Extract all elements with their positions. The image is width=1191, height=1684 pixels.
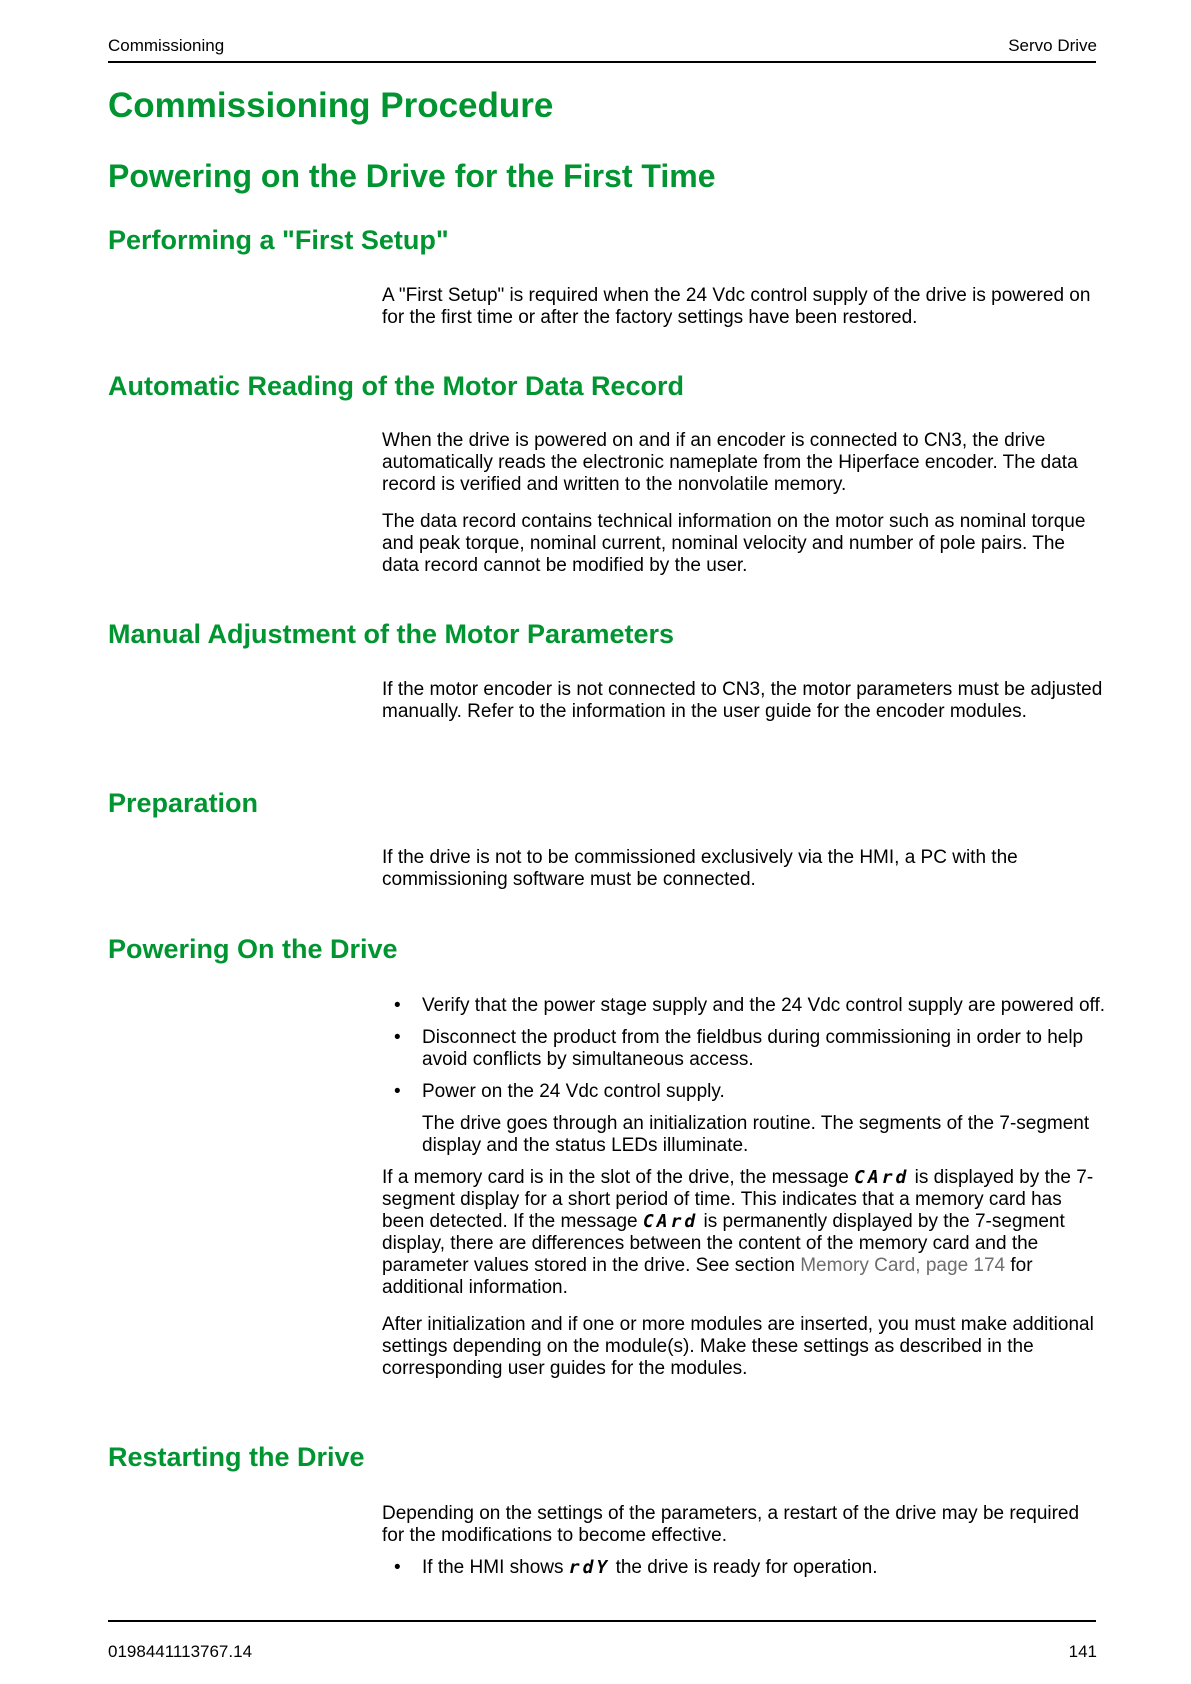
first-setup-text: A "First Setup" is required when the 24 Vdc control supply of the drive is powered on for the first time or after the factory settings have been restored. [382, 285, 1091, 328]
page-title: Commissioning Procedure [108, 86, 554, 125]
preparation-body [382, 847, 1106, 906]
manual-heading: Manual Adjustment of the Motor Parameters [108, 619, 675, 649]
bullet-icon: • [394, 1081, 401, 1102]
auto-read-body [382, 430, 1106, 592]
restart-body [382, 1503, 1106, 1589]
seven-segment-rdy: rdY [568, 1557, 611, 1578]
preparation-heading: Preparation [108, 788, 259, 818]
seven-segment-card: CArd [854, 1167, 910, 1188]
manual-text: If the motor encoder is not connected to CN3, the motor parameters must be adjusted manually. Refer to the information in the user guide for the encoder modules. [382, 679, 1103, 722]
list-item: • Power on the 24 Vdc control supply. [394, 1081, 725, 1102]
list-item: • Verify that the power stage supply and the 24 Vdc control supply are powered off. [394, 995, 1106, 1016]
header-left: Commissioning [108, 36, 225, 55]
bullet-icon: • [394, 1557, 401, 1578]
memory-card-link[interactable]: Memory Card, page 174 [800, 1255, 1006, 1276]
preparation-text: If the drive is not to be commissioned exclusively via the HMI, a PC with the commissioning software must be connected. [382, 847, 1018, 890]
list-item: • If the HMI shows rdY the drive is ready for operation. [394, 1557, 878, 1578]
init-routine-text: The drive goes through an initialization routine. The segments of the 7-segment display and the status LEDs illuminate. [422, 1113, 1090, 1156]
bullet-icon: • [394, 1027, 401, 1048]
restart-heading: Restarting the Drive [108, 1442, 365, 1472]
seven-segment-card: CArd [642, 1211, 699, 1232]
bullet-icon: • [394, 995, 401, 1016]
auto-read-heading: Automatic Reading of the Motor Data Record [108, 371, 685, 401]
powering-on-heading: Powering On the Drive [108, 934, 398, 964]
auto-read-p1: When the drive is powered on and if an encoder is connected to CN3, the drive automatically reads the electronic nameplate from the Hiperface encoder. The data record is verified and written to the nonvolatile memory. [382, 430, 1078, 495]
restart-text: Depending on the settings of the parameters, a restart of the drive may be required for the modifications to become effective. [382, 1503, 1080, 1546]
section-heading: Powering on the Drive for the First Time [108, 158, 716, 194]
document-number: 0198441113767.14 [108, 1642, 253, 1661]
header-rule [108, 61, 1096, 63]
page-number: 141 [1068, 1642, 1097, 1661]
footer-rule [108, 1620, 1096, 1622]
auto-read-p2: The data record contains technical information on the motor such as nominal torque and peak torque, nominal current, nominal velocity and number of pole pairs. The data record cannot be modified by the user. [382, 511, 1086, 576]
list-item: • Disconnect the product from the fieldbus during commissioning in order to help avoid conflicts by simultaneous access. [394, 1027, 1084, 1070]
manual-body [382, 679, 1106, 738]
first-setup-body [382, 285, 1106, 344]
first-setup-heading: Performing a "First Setup" [108, 225, 449, 255]
memory-card-paragraph: If a memory card is in the slot of the drive, the message CArd is displayed by the 7-segment display for a short period of time. This indicates that a memory card has been detected. If the message CArd is permanently displayed by the 7-segment display, there are differences between the content of the memory card and the parameter values stored in the drive. See section Memory Card, page 174 for additional information. [382, 1167, 1094, 1298]
powering-on-body [382, 995, 1106, 1395]
header-right: Servo Drive [1008, 36, 1097, 55]
after-init-text: After initialization and if one or more modules are inserted, you must make additional settings depending on the module(s). Make these settings as described in the corresponding user guides for the modules. [382, 1314, 1094, 1379]
